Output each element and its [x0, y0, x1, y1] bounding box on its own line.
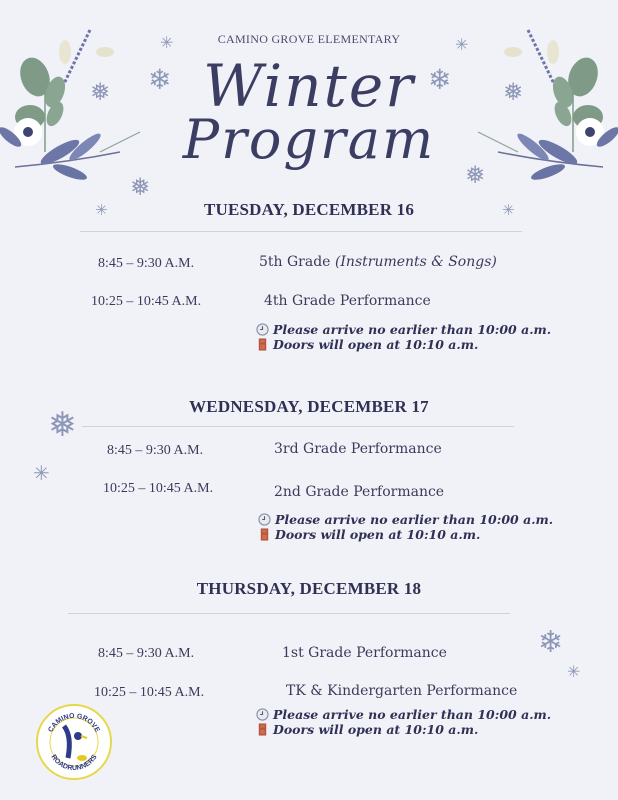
slot-detail: (Instruments & Songs) — [334, 254, 497, 270]
slot-time: 10:25 – 10:45 A.M. — [94, 685, 205, 700]
school-name: CAMINO GROVE ELEMENTARY — [217, 32, 401, 46]
day-heading: TUESDAY, DECEMBER 16 — [203, 200, 415, 219]
clock-icon — [256, 323, 269, 336]
snowflake-icon: ❄ — [538, 625, 564, 660]
logo-top-text: CAMINO GROVE — [47, 712, 101, 734]
slot-performance: 2nd Grade Performance — [274, 484, 445, 500]
snowflake-icon: ✳ — [567, 662, 581, 681]
snowflake-icon: ✳ — [95, 201, 108, 219]
slot-time: 10:25 – 10:45 A.M. — [103, 481, 214, 496]
snowflake-icon: ❅ — [465, 161, 486, 189]
logo-bottom-text: ROADRUNNERS — [49, 753, 99, 773]
svg-text:ROADRUNNERS — [49, 753, 98, 772]
door-icon — [256, 723, 269, 736]
day-heading: THURSDAY, DECEMBER 18 — [196, 579, 422, 598]
day-heading: WEDNESDAY, DECEMBER 17 — [189, 397, 429, 416]
snowflake-icon: ✳ — [502, 201, 515, 219]
snowflake-icon: ✳ — [160, 33, 174, 52]
snowflake-icon: ❅ — [503, 78, 524, 106]
doors-note: Doors will open at 10:10 a.m. — [256, 721, 478, 738]
page-title-line1: Winter — [203, 52, 415, 120]
snowflake-icon: ✳ — [33, 461, 50, 485]
slot-performance: 5th Grade (Instruments & Songs) — [259, 254, 497, 270]
divider — [80, 231, 522, 232]
slot-time: 8:45 – 9:30 A.M. — [98, 256, 195, 271]
slot-time: 8:45 – 9:30 A.M. — [98, 646, 195, 661]
arrival-note: Please arrive no earlier than 10:00 a.m. — [256, 321, 551, 338]
divider — [68, 613, 510, 614]
slot-performance: 3rd Grade Performance — [274, 441, 442, 457]
slot-performance: 1st Grade Performance — [282, 645, 447, 661]
slot-performance: TK & Kindergarten Performance — [286, 683, 518, 699]
page-title-line2: Program — [182, 108, 436, 171]
svg-text:CAMINO GROVE — [47, 713, 100, 734]
doors-note: Doors will open at 10:10 a.m. — [256, 336, 478, 353]
slot-performance: 4th Grade Performance — [264, 293, 431, 309]
door-icon — [258, 528, 271, 541]
arrival-note: Please arrive no earlier than 10:00 a.m. — [258, 511, 553, 528]
divider — [82, 426, 514, 427]
slot-time: 10:25 – 10:45 A.M. — [91, 294, 202, 309]
clock-icon — [258, 513, 271, 526]
clock-icon — [256, 708, 269, 721]
slot-time: 8:45 – 9:30 A.M. — [107, 443, 204, 458]
snowflake-icon: ❅ — [48, 405, 77, 445]
snowflake-icon: ✳ — [455, 35, 469, 54]
snowflake-icon: ❅ — [130, 173, 151, 201]
snowflake-icon: ❄ — [428, 63, 452, 96]
arrival-note: Please arrive no earlier than 10:00 a.m. — [256, 706, 551, 723]
school-logo — [36, 704, 112, 780]
snowflake-icon: ❄ — [148, 63, 172, 96]
door-icon — [256, 338, 269, 351]
doors-note: Doors will open at 10:10 a.m. — [258, 526, 480, 543]
snowflake-icon: ❅ — [90, 78, 111, 106]
